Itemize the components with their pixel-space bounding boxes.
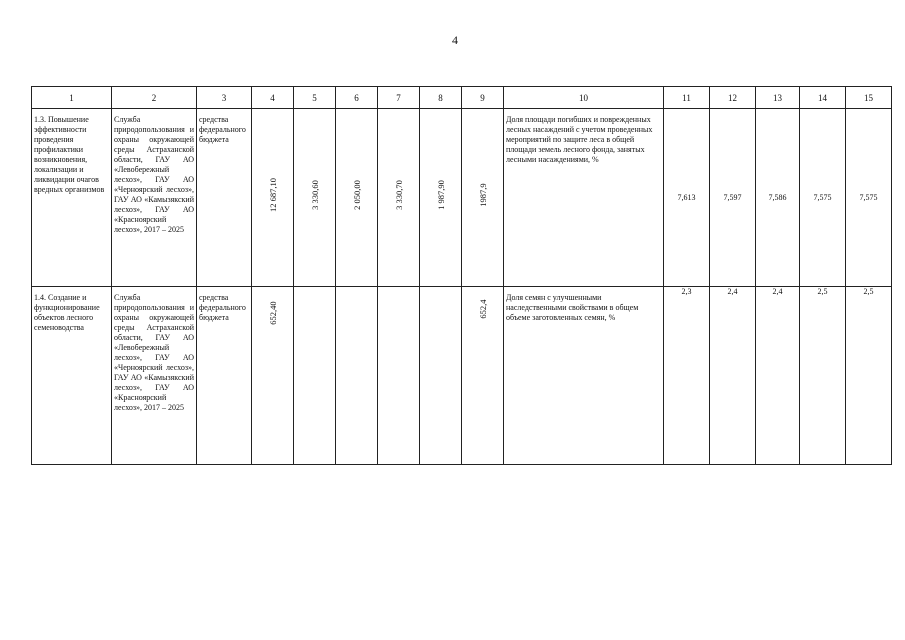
page-number: 4	[452, 33, 458, 47]
measure-cell	[32, 287, 112, 465]
measure-text: 1.4. Создание и функционирование объектов лесного семеноводства	[34, 293, 100, 332]
executor-text: Служба природопользования и охраны окружающей среды Астраханской области, ГАУ АО «Левобережный лесхоз», ГАУ АО «Черноярский лесхоз», ГАУ АО «Камызякский лесхоз», ГАУ АО «Красноярский лесхоз», 2017 – 2025	[114, 293, 194, 412]
header-row	[32, 87, 892, 109]
header-cell: 15	[846, 87, 892, 109]
amount-total: 12 687,10	[267, 178, 278, 212]
amount-cell	[378, 287, 420, 465]
source-text: средства федерального бюджета	[199, 115, 246, 144]
measure-text: 1.3. Повышение эффективности проведения профилактики возникновения, локализации и ликвидации очагов вредных организмов	[34, 115, 105, 194]
header-cell: 7	[378, 87, 420, 109]
indicator-value: 2,4	[710, 287, 756, 465]
amount-value: 3 330,70	[393, 180, 404, 210]
header-cell: 6	[336, 87, 378, 109]
indicator-value: 7,586	[756, 109, 800, 287]
indicator-text: Доля площади погибших и поврежденных лесных насаждений с учетом проведенных мероприятий по защите леса в общей площади земель лесного фонда, занятых лесными насаждениями, %	[506, 115, 653, 164]
program-table	[31, 86, 892, 465]
header-cell: 12	[710, 87, 756, 109]
table-row	[32, 287, 892, 465]
amount-cell	[462, 109, 504, 287]
header-cell: 14	[800, 87, 846, 109]
indicator-value: 7,575	[800, 109, 846, 287]
amount-value: 1 987,90	[435, 180, 446, 210]
amount-cell	[378, 109, 420, 287]
amount-value: 3 330,60	[309, 180, 320, 210]
amount-cell	[462, 287, 504, 465]
indicator-cell	[504, 287, 664, 465]
indicator-value: 2,5	[800, 287, 846, 465]
amount-cell	[336, 109, 378, 287]
amount-cell	[294, 109, 336, 287]
indicator-text: Доля семян с улучшенными наследственными свойствами в общем объеме заготовленных семян, %	[506, 293, 639, 322]
indicator-value: 2,5	[846, 287, 892, 465]
executor-text: Служба природопользования и охраны окружающей среды Астраханской области, ГАУ АО «Левобережный лесхоз», ГАУ АО «Черноярский лесхоз», ГАУ АО «Камызякский лесхоз», ГАУ АО «Красноярский лесхоз», 2017 – 2025	[114, 115, 194, 234]
table-row	[32, 109, 892, 287]
header-cell: 4	[252, 87, 294, 109]
source-text: средства федерального бюджета	[199, 293, 246, 322]
amount-cell	[420, 287, 462, 465]
amount-value: 652,4	[477, 299, 488, 319]
header-cell: 2	[112, 87, 197, 109]
executor-cell	[112, 109, 197, 287]
indicator-value: 2,3	[664, 287, 710, 465]
header-cell: 10	[504, 87, 664, 109]
amount-cell	[252, 109, 294, 287]
amount-cell	[420, 109, 462, 287]
header-cell: 13	[756, 87, 800, 109]
indicator-value: 7,613	[664, 109, 710, 287]
header-cell: 9	[462, 87, 504, 109]
measure-cell	[32, 109, 112, 287]
indicator-value: 7,597	[710, 109, 756, 287]
amount-cell	[336, 287, 378, 465]
executor-cell	[112, 287, 197, 465]
source-cell	[197, 109, 252, 287]
source-cell	[197, 287, 252, 465]
header-cell: 5	[294, 87, 336, 109]
indicator-value: 2,4	[756, 287, 800, 465]
amount-cell	[294, 287, 336, 465]
amount-total: 652,40	[267, 301, 278, 325]
amount-value: 2 050,00	[351, 180, 362, 210]
header-cell: 1	[32, 87, 112, 109]
indicator-value: 7,575	[846, 109, 892, 287]
amount-value: 1987,9	[477, 183, 488, 207]
header-cell: 8	[420, 87, 462, 109]
header-cell: 11	[664, 87, 710, 109]
indicator-cell	[504, 109, 664, 287]
amount-cell	[252, 287, 294, 465]
header-cell: 3	[197, 87, 252, 109]
